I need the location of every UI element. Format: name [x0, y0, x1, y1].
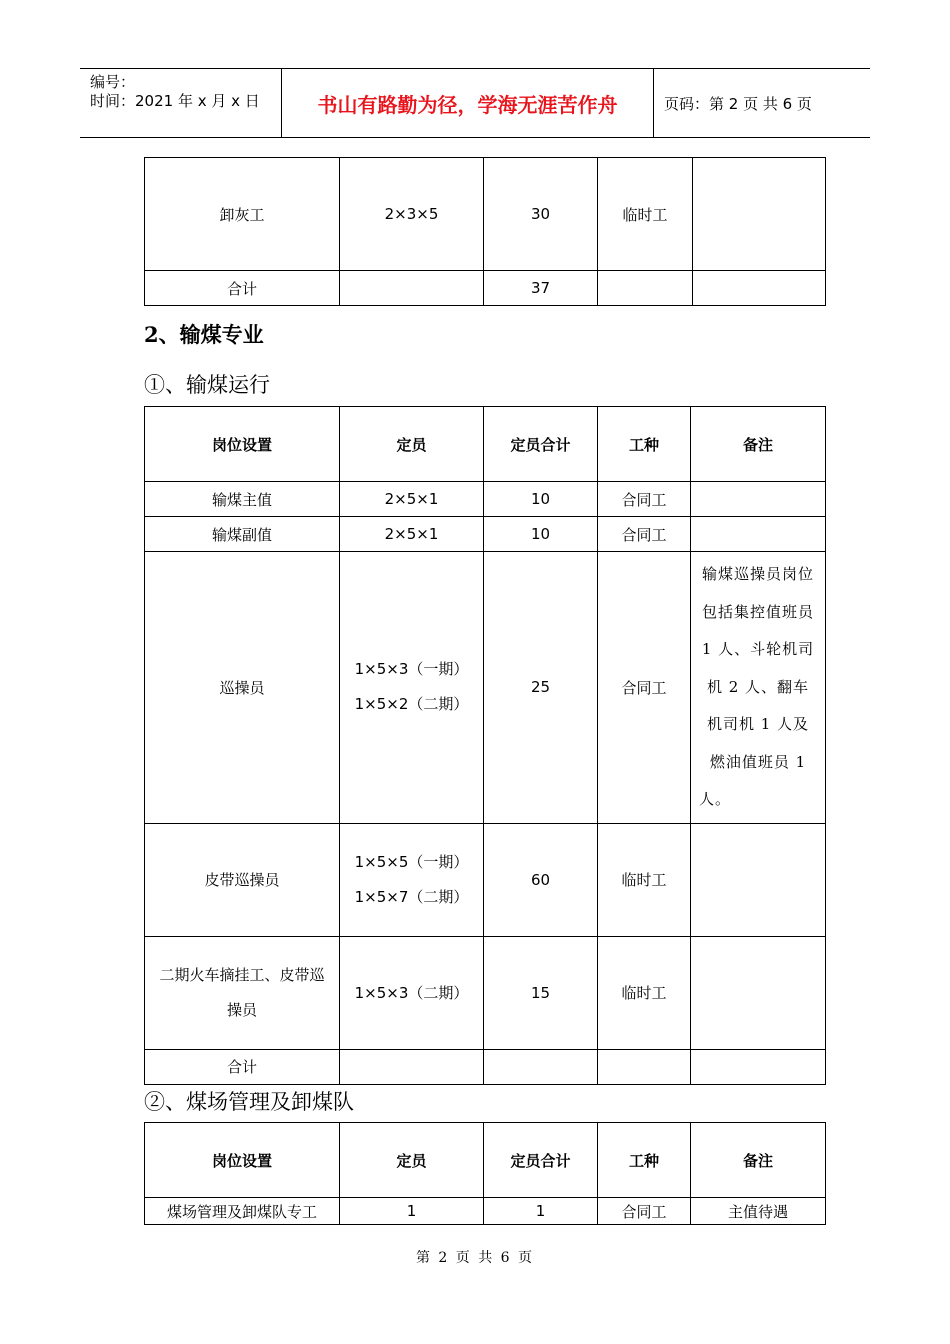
cell-total: 1 [484, 1198, 598, 1225]
doc-number-label: 编号： [90, 73, 136, 91]
table-row [145, 1198, 826, 1225]
table-row [145, 552, 826, 824]
table-row-total [145, 1049, 826, 1084]
page-header [80, 68, 870, 138]
cell-post: 巡操员 [145, 552, 340, 824]
cell-staff [340, 1049, 484, 1084]
section-heading: 2、输煤专业 [144, 322, 264, 347]
header-page-number: 页码：第 2 页 共 6 页 [664, 94, 812, 113]
header-motto: 书山有路勤为径，学海无涯苦作舟 [317, 92, 618, 117]
cell-type: 临时工 [598, 936, 691, 1049]
cell-staff: 2×5×1 [340, 517, 484, 552]
col-header-type: 工种 [598, 1123, 691, 1198]
subsection-heading: ②、煤场管理及卸煤队 [144, 1090, 354, 1114]
col-header-total: 定员合计 [484, 407, 598, 482]
cell-note [691, 517, 826, 552]
cell-post: 煤场管理及卸煤队专工 [145, 1198, 340, 1225]
coal-yard-table [144, 1122, 826, 1225]
cell-total: 25 [484, 552, 598, 824]
cell-note [691, 482, 826, 517]
cell-staff [340, 823, 484, 936]
cell-post: 二期火车摘挂工、皮带巡操员 [145, 936, 340, 1049]
staff-line: 1×5×7（二期） [354, 887, 469, 906]
table-header-row [145, 1123, 826, 1198]
coal-operation-table [144, 406, 826, 1085]
cell-staff: 1×5×3（二期） [340, 936, 484, 1049]
cell-post: 皮带巡操员 [145, 823, 340, 936]
cell-staff [340, 271, 484, 306]
cell-post: 输煤副值 [145, 517, 340, 552]
table-row [145, 482, 826, 517]
cell-total: 15 [484, 936, 598, 1049]
cell-total: 60 [484, 823, 598, 936]
page-footer: 第 2 页 共 6 页 [415, 1250, 535, 1266]
header-motto-cell [282, 69, 654, 137]
cell-type: 合同工 [598, 517, 691, 552]
header-page-cell [654, 69, 870, 137]
cell-post: 输煤主值 [145, 482, 340, 517]
col-header-staff: 定员 [340, 1123, 484, 1198]
table-header-row [145, 407, 826, 482]
cell-post: 卸灰工 [145, 158, 340, 271]
cell-staff: 1 [340, 1198, 484, 1225]
cell-total: 30 [484, 158, 598, 271]
col-header-staff: 定员 [340, 407, 484, 482]
cell-total: 10 [484, 517, 598, 552]
table-row [145, 823, 826, 936]
cell-note [691, 823, 826, 936]
cell-note [691, 1049, 826, 1084]
cell-type [598, 271, 693, 306]
cell-type: 合同工 [598, 552, 691, 824]
col-header-note: 备注 [691, 407, 826, 482]
cell-total: 37 [484, 271, 598, 306]
staff-line: 1×5×2（二期） [354, 695, 469, 714]
cell-type: 合同工 [598, 482, 691, 517]
cell-total [484, 1049, 598, 1084]
cell-post: 合计 [145, 1049, 340, 1084]
table-row [145, 158, 826, 271]
cell-note [693, 271, 826, 306]
table-row [145, 936, 826, 1049]
cell-staff [340, 552, 484, 824]
col-header-type: 工种 [598, 407, 691, 482]
cell-total: 10 [484, 482, 598, 517]
cell-staff: 2×3×5 [340, 158, 484, 271]
doc-time-label: 时间：2021 年 x 月 x 日 [90, 92, 260, 110]
cell-note: 主值待遇 [691, 1198, 826, 1225]
table-row-total [145, 271, 826, 306]
col-header-total: 定员合计 [484, 1123, 598, 1198]
cell-type: 临时工 [598, 158, 693, 271]
staff-line: 1×5×3（一期） [354, 660, 469, 679]
cell-type: 临时工 [598, 823, 691, 936]
staffing-table-continued [144, 157, 826, 306]
col-header-post: 岗位设置 [145, 407, 340, 482]
col-header-post: 岗位设置 [145, 1123, 340, 1198]
staff-line: 1×5×5（一期） [354, 852, 469, 871]
cell-staff: 2×5×1 [340, 482, 484, 517]
cell-type: 合同工 [598, 1198, 691, 1225]
col-header-note: 备注 [691, 1123, 826, 1198]
cell-post: 合计 [145, 271, 340, 306]
cell-note [693, 158, 826, 271]
cell-note [691, 936, 826, 1049]
cell-note: 输煤巡操员岗位包括集控值班员 1 人、斗轮机司机 2 人、翻车机司机 1 人及燃油值班员 1 人。 [691, 552, 826, 824]
table-row [145, 517, 826, 552]
subsection-heading: ①、输煤运行 [144, 373, 270, 397]
cell-type [598, 1049, 691, 1084]
header-meta [80, 69, 282, 137]
